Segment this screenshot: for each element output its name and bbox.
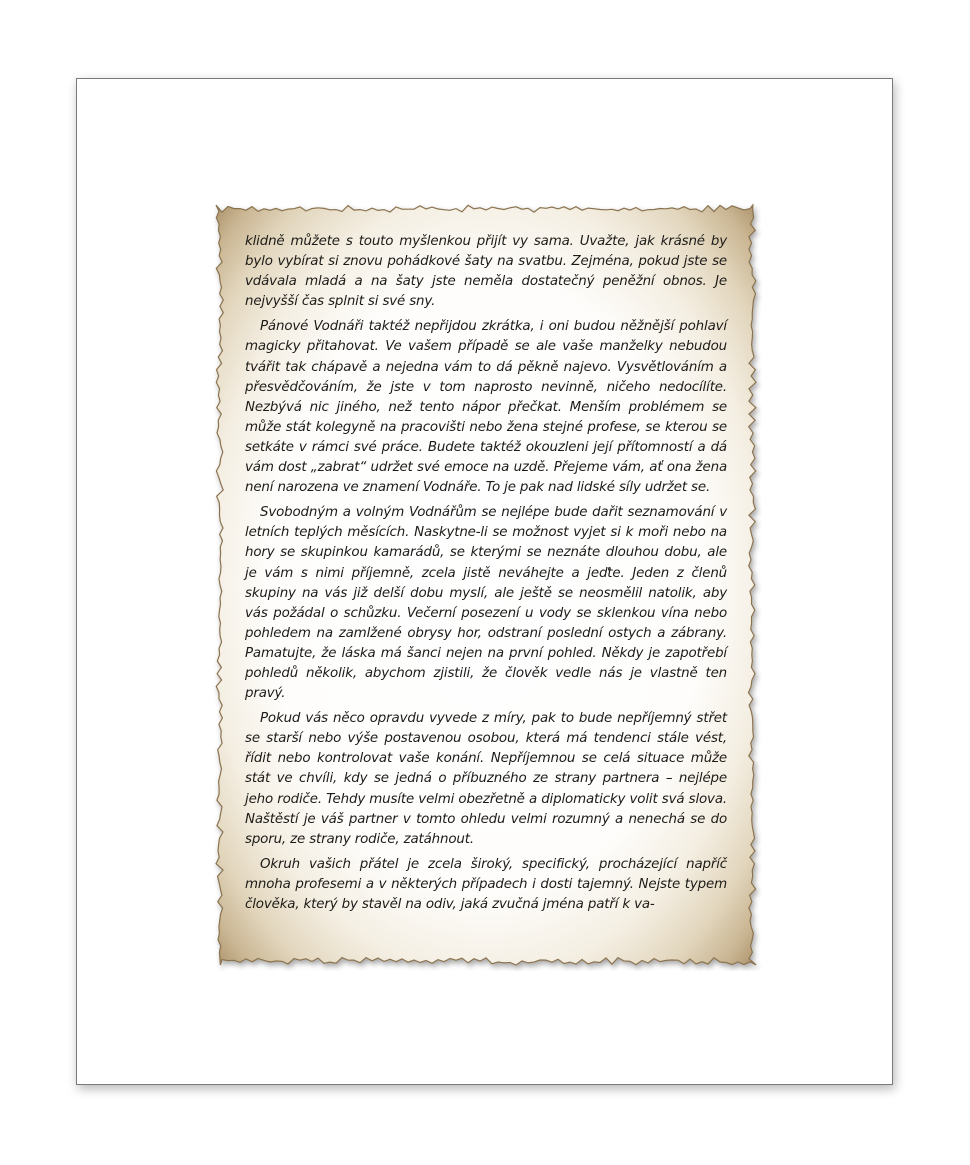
paragraph-4: Pokud vás něco opravdu vyvede z míry, pak to bude nepříjemný střet se starší nebo výše postavenou osobou, která má tendenci stále vést, řídit nebo kontrolovat vaše konání. Nepříjemnou se celá situace může stát ve chvíli, kdy se jedná o příbuzného ze strany partnera – nejlépe jeho rodiče. Tehdy musíte velmi obezřetně a diplomaticky volit svá slova. Naštěstí je váš partner v tomto ohledu velmi rozumný a nenechá se do sporu, ze strany rodiče, zatáhnout. <box>245 711 727 847</box>
book-text <box>245 232 727 920</box>
paragraph-2: Pánové Vodnáři taktéž nepřijdou zkrátka, i oni budou něžnější pohlaví magicky přitahovat. Ve vašem případě se ale vaše manželky nebudou tvářit tak chápavě a nejedna vám to dá pěkně najevo. Vysvětlováním a přesvědčováním, že jste v tom naprosto nevinně, ničeho nedocílíte. Nezbývá nic jiného, než tento nápor přečkat. Menším problémem se může stát kolegyně na pracovišti nebo žena stejné profese, se kterou se setkáte v rámci své práce. Budete taktéž okouzleni její přítomností a dá vám dost „zabrat“ udržet své emoce na uzdě. Přejeme vám, ať ona žena není narozena ve znamení Vodnáře. To je pak nad lidské síly udržet se. <box>245 319 727 496</box>
paragraph-1: klidně můžete s touto myšlenkou přijít vy sama. Uvažte, jak krásné by bylo vybírat si znovu pohádkové šaty na svatbu. Zejména, pokud jste se vdávala mladá a na šaty jste neměla dostatečný peněžní obnos. Je nejvyšší čas splnit si své sny. <box>245 234 727 310</box>
paragraph-5: Okruh vašich přátel je zcela široký, specifický, procházející napříč mnoha profesemi a v některých případech i dosti tajemný. Nejste typem člověka, který by stavěl na odiv, jaká zvučná jména patří k va- <box>245 856 727 912</box>
paragraph-3: Svobodným a volným Vodnářům se nejlépe bude dařit seznamování v letních teplých měsících. Naskytne-li se možnost vyjet si k moři nebo na hory se skupinkou kamarádů, se kterými se neznáte dlouhou dobu, ale je vám s nimi příjemně, zcela jistě neváhejte a jeďte. Jeden z členů skupiny na vás již delší dobu myslí, ale ještě se neosmělil natolik, aby vás požádal o schůzku. Večerní posezení u vody se sklenkou vína nebo pohledem na zamlžené obrysy hor, odstraní poslední ostych a zábrany. Pamatujte, že láska má šanci nejen na první pohled. Někdy je zapotřebí pohledů několik, abychom zjistili, že člověk vedle nás je vlastně ten pravý. <box>245 505 727 702</box>
parchment-frame <box>210 199 762 971</box>
